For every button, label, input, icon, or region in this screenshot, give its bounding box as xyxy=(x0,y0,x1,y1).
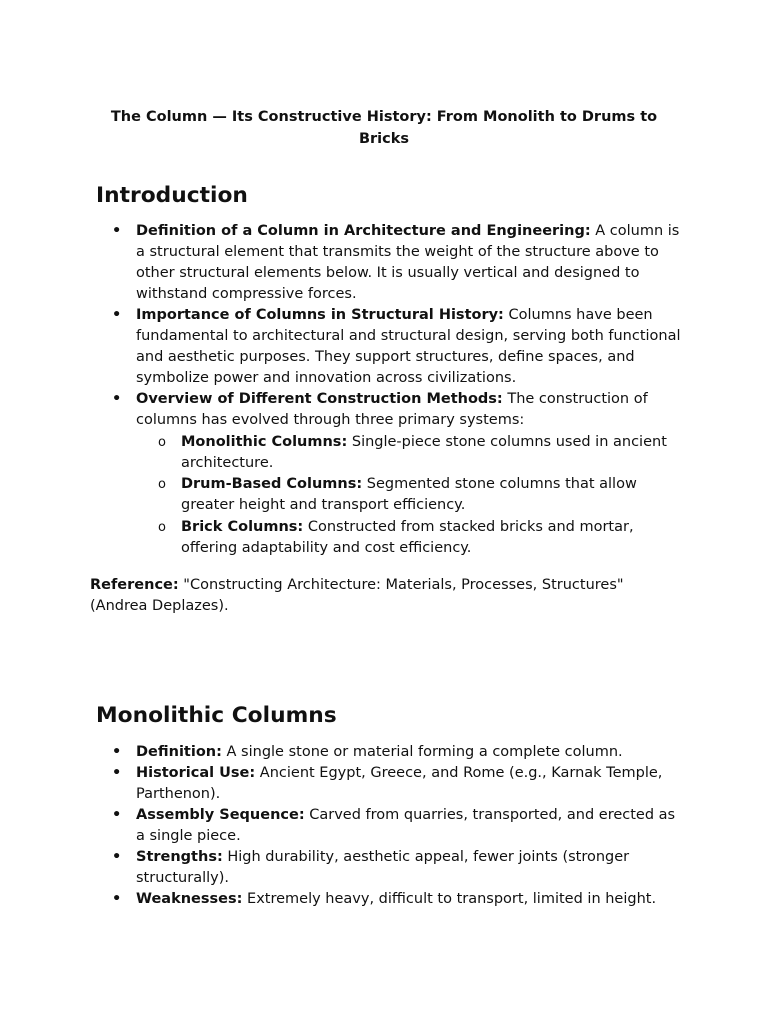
list-item xyxy=(112,742,682,763)
bullet-icon: • xyxy=(112,891,122,907)
bullet-icon: • xyxy=(112,849,122,865)
bullet-icon: • xyxy=(112,807,122,823)
item-text: Extremely heavy, difficult to transport, limited in height. xyxy=(242,891,657,907)
item-term: Definition of a Column in Architecture and Engineering: xyxy=(136,223,591,239)
introduction-list xyxy=(112,221,682,559)
sublist-item xyxy=(136,432,682,474)
list-item xyxy=(112,763,682,805)
reference-text: "Constructing Architecture: Materials, Processes, Structures" (Andrea Deplazes). xyxy=(90,577,624,614)
list-item xyxy=(112,221,682,305)
monolithic-columns-list xyxy=(112,742,682,910)
bullet-icon: • xyxy=(112,765,122,781)
subitem-text: Segmented stone columns that allow greater height and transport efficiency. xyxy=(181,476,637,513)
circle-bullet-icon: o xyxy=(158,519,166,535)
item-text: A column is a structural element that transmits the weight of the structure above to other structural elements below. It is usually vertical and designed to withstand compressive forces. xyxy=(136,223,680,302)
reference-note xyxy=(90,575,680,617)
item-term: Strengths: xyxy=(136,849,223,865)
item-term: Definition: xyxy=(136,744,222,760)
list-item xyxy=(112,889,682,910)
circle-bullet-icon: o xyxy=(158,434,166,450)
item-text: A single stone or material forming a complete column. xyxy=(221,744,623,760)
item-term: Importance of Columns in Structural History: xyxy=(136,307,504,323)
bullet-icon: • xyxy=(112,391,122,407)
item-term: Weaknesses: xyxy=(136,891,243,907)
construction-methods-sublist xyxy=(136,432,682,559)
bullet-icon: • xyxy=(112,223,122,239)
subitem-term: Brick Columns: xyxy=(181,518,304,535)
list-item xyxy=(112,305,682,389)
item-term: Historical Use: xyxy=(136,765,256,781)
item-term: Overview of Different Construction Methods: xyxy=(136,391,503,407)
introduction-heading: Introduction xyxy=(96,183,248,208)
circle-bullet-icon: o xyxy=(158,477,166,492)
item-text: Ancient Egypt, Greece, and Rome (e.g., Karnak Temple, Parthenon). xyxy=(136,765,663,802)
list-item xyxy=(112,847,682,889)
item-term: Assembly Sequence: xyxy=(136,807,305,823)
list-item xyxy=(112,389,682,559)
list-item xyxy=(112,805,682,847)
sublist-item xyxy=(136,474,682,516)
subitem-text: Constructed from stacked bricks and mortar, offering adaptability and cost efficiency. xyxy=(181,518,634,556)
monolithic-columns-heading: Monolithic Columns xyxy=(96,703,337,728)
bullet-icon: • xyxy=(112,744,122,760)
item-text: High durability, aesthetic appeal, fewer joints (stronger structurally). xyxy=(136,849,630,886)
item-text: Columns have been fundamental to architectural and structural design, serving both functional and aesthetic purposes. They support structures, define spaces, and symbolize power and innovation across civilizations. xyxy=(136,307,681,386)
item-text: Carved from quarries, transported, and erected as a single piece. xyxy=(136,807,676,844)
subitem-term: Monolithic Columns: xyxy=(181,433,348,450)
document-title: The Column — Its Constructive History: From Monolith to Drums to Bricks xyxy=(110,109,658,147)
sublist-item xyxy=(136,517,682,559)
bullet-icon: • xyxy=(112,307,122,323)
item-text: The construction of columns has evolved through three primary systems: xyxy=(136,391,648,428)
reference-label: Reference: xyxy=(90,577,179,593)
subitem-text: Single-piece stone columns used in ancient architecture. xyxy=(181,433,667,471)
subitem-term: Drum-Based Columns: xyxy=(181,476,363,492)
